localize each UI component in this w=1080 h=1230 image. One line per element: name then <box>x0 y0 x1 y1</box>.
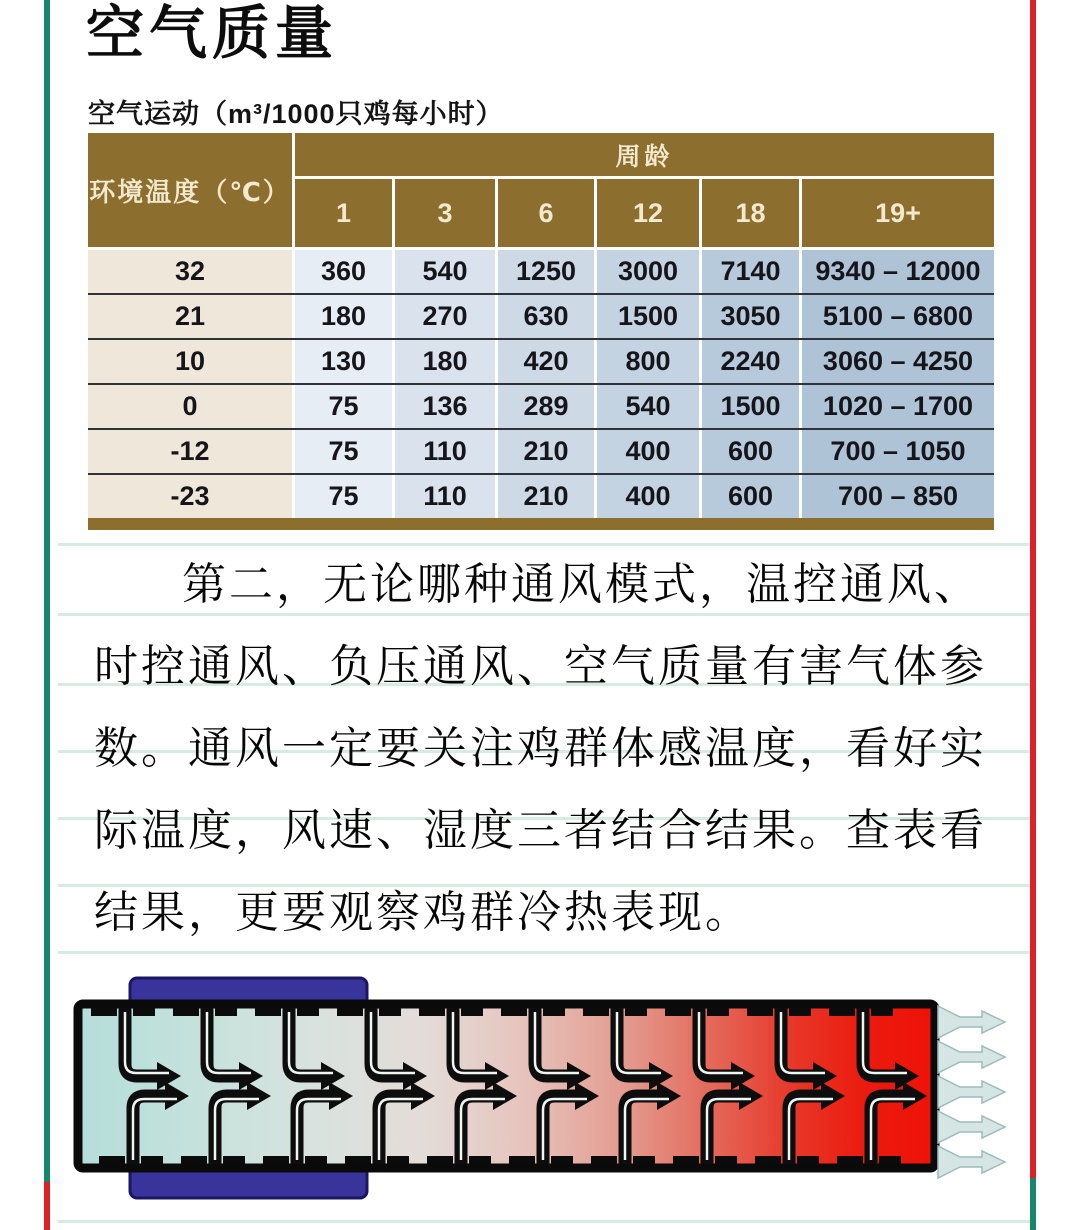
value-cell: 1020 – 1700 <box>802 385 994 428</box>
table-row <box>88 250 994 293</box>
value-cell: 130 <box>295 340 392 383</box>
temp-cell: -12 <box>88 430 292 473</box>
age-column-header: 12 <box>597 179 699 247</box>
table-caption: 空气运动（m³/1000只鸡每小时） <box>88 99 504 129</box>
right-border-stripe-bottom <box>1030 1178 1036 1230</box>
table-row <box>88 293 994 338</box>
age-column-header: 1 <box>295 179 392 247</box>
temp-cell: 21 <box>88 295 292 338</box>
value-cell: 700 – 850 <box>802 475 994 518</box>
exhaust-fan-arrow-icon <box>938 1006 1005 1038</box>
value-cell: 110 <box>395 475 495 518</box>
right-border-stripe-top <box>1030 0 1036 1178</box>
exhaust-fan-arrow-icon <box>938 1111 1005 1143</box>
value-cell: 210 <box>498 475 594 518</box>
value-cell: 1250 <box>498 250 594 293</box>
value-cell: 540 <box>597 385 699 428</box>
left-border-stripe-bottom <box>44 1182 50 1230</box>
value-cell: 420 <box>498 340 594 383</box>
value-cell: 136 <box>395 385 495 428</box>
value-cell: 800 <box>597 340 699 383</box>
temp-cell: 10 <box>88 340 292 383</box>
value-cell: 630 <box>498 295 594 338</box>
table-row <box>88 428 994 473</box>
value-cell: 5100 – 6800 <box>802 295 994 338</box>
value-cell: 2240 <box>702 340 799 383</box>
table-bottom-bar <box>88 518 994 530</box>
table-row <box>88 383 994 428</box>
paragraph-line: 结果，更要观察鸡群冷热表现。 <box>94 888 752 937</box>
airflow-diagram <box>60 972 1020 1222</box>
exhaust-fan-arrow-icon <box>938 1041 1005 1073</box>
value-cell: 210 <box>498 430 594 473</box>
table-row <box>88 473 994 518</box>
value-cell: 400 <box>597 430 699 473</box>
paragraph-line: 第二，无论哪种通风模式，温控通风、 <box>182 560 981 609</box>
table-row <box>88 338 994 383</box>
value-cell: 9340 – 12000 <box>802 250 994 293</box>
value-cell: 75 <box>295 430 392 473</box>
left-border-stripe-top <box>44 0 50 1182</box>
value-cell: 3000 <box>597 250 699 293</box>
value-cell: 3050 <box>702 295 799 338</box>
age-column-header: 19+ <box>802 179 994 247</box>
temp-cell: 0 <box>88 385 292 428</box>
value-cell: 600 <box>702 475 799 518</box>
value-cell: 270 <box>395 295 495 338</box>
value-cell: 110 <box>395 430 495 473</box>
value-cell: 3060 – 4250 <box>802 340 994 383</box>
age-column-header: 6 <box>498 179 594 247</box>
temp-cell: 32 <box>88 250 292 293</box>
value-cell: 360 <box>295 250 392 293</box>
air-movement-table <box>88 133 994 530</box>
value-cell: 75 <box>295 385 392 428</box>
exhaust-fan-arrow-icon <box>938 1146 1005 1178</box>
value-cell: 7140 <box>702 250 799 293</box>
age-column-header: 3 <box>395 179 495 247</box>
temp-cell: -23 <box>88 475 292 518</box>
table-corner-header: 环境温度（℃） <box>88 133 292 247</box>
paragraph-line: 数。通风一定要关注鸡群体感温度，看好实 <box>94 724 987 773</box>
age-group-header: 周龄 <box>295 133 994 176</box>
value-cell: 180 <box>295 295 392 338</box>
value-cell: 289 <box>498 385 594 428</box>
table-body <box>88 250 994 518</box>
value-cell: 1500 <box>702 385 799 428</box>
value-cell: 600 <box>702 430 799 473</box>
value-cell: 540 <box>395 250 495 293</box>
value-cell: 180 <box>395 340 495 383</box>
value-cell: 75 <box>295 475 392 518</box>
exhaust-fan-arrow-icon <box>938 1076 1005 1108</box>
paragraph-line: 时控通风、负压通风、空气质量有害气体参 <box>94 642 987 691</box>
value-cell: 1500 <box>597 295 699 338</box>
page-title: 空气质量 <box>86 1 339 66</box>
age-column-header: 18 <box>702 179 799 247</box>
table-header <box>88 133 994 247</box>
body-paragraph <box>94 544 1014 954</box>
value-cell: 400 <box>597 475 699 518</box>
value-cell: 700 – 1050 <box>802 430 994 473</box>
paragraph-line: 际温度，风速、湿度三者结合结果。查表看 <box>94 806 987 855</box>
